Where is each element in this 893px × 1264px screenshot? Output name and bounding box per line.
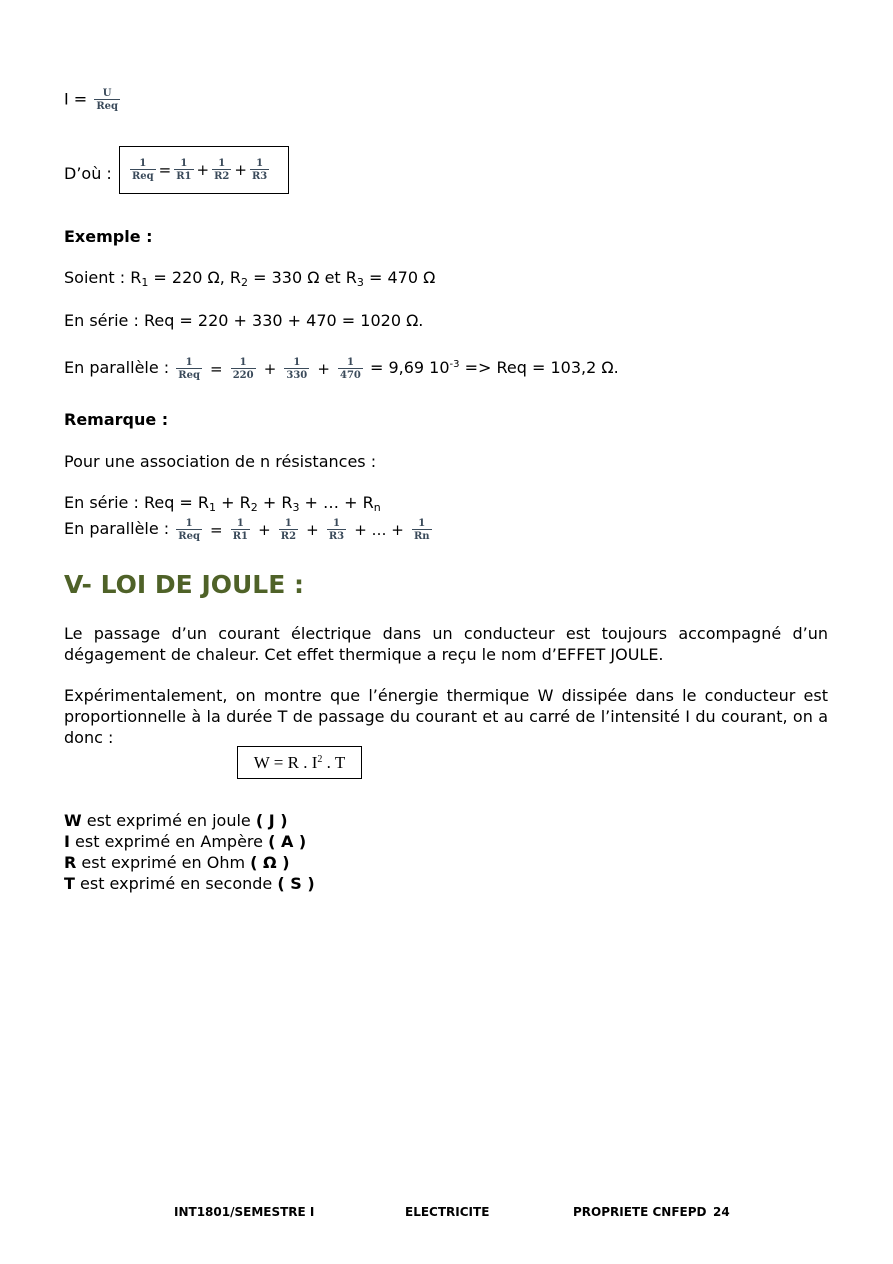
unit-text: est exprimé en seconde [74,874,278,893]
fraction-numerator: 1 [236,517,244,529]
unit-text: est exprimé en joule [81,811,256,830]
text-segment: => Req = 103,2 Ω. [459,358,619,377]
fraction-u-over-req [94,88,120,112]
fraction-numerator: 1 [185,356,193,368]
ellipsis: + … + [354,520,404,539]
subscript: 2 [241,276,249,289]
fraction-denominator: 220 [232,369,254,381]
fraction-denominator: Req [96,101,118,112]
fraction-r2 [212,158,231,182]
fraction-denominator: R2 [280,530,297,542]
fraction-denominator: R1 [176,171,192,182]
subscript: 1 [141,276,149,289]
fraction-lhs [130,158,156,182]
unit-symbol: W [64,811,82,830]
fraction-r2 [279,518,298,542]
fraction-denominator: R3 [328,530,345,542]
text-segment: En parallèle : [64,519,170,538]
units-list [64,810,315,894]
fraction-lhs [176,518,202,542]
example-heading: Exemple : [64,227,153,246]
unit-text: est exprimé en Ohm [76,853,251,872]
text-segment: Soient : R [64,268,142,287]
unit-symbol: T [64,874,75,893]
fraction-denominator: Req [178,369,200,381]
unit-text: est exprimé en Ampère [69,832,269,851]
fraction-470 [338,357,363,381]
unit-value: ( Ω ) [250,853,290,872]
fraction-rn [412,518,432,542]
plus-sign: + [196,161,210,179]
text-segment: W = R . I [253,752,318,772]
footer-page-number: 24 [713,1205,730,1219]
text-segment: = 470 Ω [363,268,436,287]
text-segment: . T [322,752,346,772]
text-segment: = 9,69 10 [369,358,450,377]
fraction-denominator: 330 [286,369,308,381]
plus-sign: + [306,520,319,539]
plus-sign: + [317,359,330,378]
parallel-general [64,510,434,549]
joule-law-formula [237,746,362,779]
fraction-numerator: 1 [293,356,301,368]
text-segment: + R [216,493,251,512]
serie-example: En série : Req = 220 + 330 + 470 = 1020 Ω. [64,311,424,330]
unit-item-i [64,831,315,852]
joule-intro-paragraph: Le passage d’un courant électrique dans un conducteur est toujours accompagné d’un dégagement de chaleur. Cet effet thermique a reçu le nom d’EFFET JOULE. [64,624,828,664]
unit-item-t [64,873,315,894]
formula-lhs: I = [64,89,88,109]
remark-heading: Remarque : [64,410,169,429]
fraction-numerator: 1 [284,517,292,529]
unit-symbol: R [64,853,77,872]
plus-sign: + [234,161,247,179]
boxed-parallel-formula [119,146,289,194]
fraction-denominator: R2 [214,171,230,182]
subscript: 1 [209,501,217,514]
text-segment: = 220 Ω, R [148,268,242,287]
fraction-lhs [176,357,202,381]
soient-line [64,268,435,293]
fraction-numerator: 1 [332,517,340,529]
fraction-denominator: 470 [340,369,361,381]
joule-formula-text [244,753,355,773]
unit-value: ( S ) [277,874,315,893]
footer-owner: PROPRIETE CNFEPD [573,1205,707,1219]
unit-symbol: I [64,832,70,851]
footer-subject: ELECTRICITE [405,1205,490,1219]
fraction-denominator: Req [132,171,154,182]
ohm-law-formula [64,88,122,112]
fraction-numerator: 1 [180,158,188,169]
fraction-numerator: 1 [139,158,147,169]
subscript: 3 [292,501,300,514]
fraction-numerator: U [102,88,112,99]
text-segment: + … + R [299,493,374,512]
fraction-denominator: Rn [413,530,430,542]
plus-sign: + [258,520,271,539]
unit-item-w [64,810,315,831]
plus-sign: + [263,359,277,378]
fraction-r1 [231,518,250,542]
fraction-numerator: 1 [418,517,426,529]
subscript: 3 [356,276,364,289]
text-segment: En parallèle : [64,358,170,377]
fraction-numerator: 1 [256,158,264,169]
section-title: V- LOI DE JOULE : [64,570,305,599]
footer-course: INT1801/SEMESTRE I [174,1205,315,1219]
fraction-denominator: R3 [251,171,268,182]
equals-sign: = [210,520,223,539]
equals-sign: = [210,359,223,378]
fraction-numerator: 1 [218,158,226,169]
fraction-r1 [174,158,193,182]
unit-item-r [64,852,315,873]
fraction-numerator: 1 [346,356,354,368]
unit-value: ( J ) [255,811,288,830]
fraction-220 [231,357,256,381]
unit-value: ( A ) [268,832,307,851]
remark-intro: Pour une association de n résistances : [64,452,377,471]
subscript: 2 [250,501,258,514]
fraction-numerator: 1 [185,517,193,529]
fraction-330 [284,357,309,381]
joule-experiment-paragraph: Expérimentalement, on montre que l’énergie thermique W dissipée dans le conducteur est proportionnelle à la durée T de passage du courant et au carré de l’intensité I du courant, on a donc : [64,686,828,747]
text-segment: = 330 Ω et R [248,268,357,287]
fraction-numerator: 1 [239,356,247,368]
equals-sign: = [158,161,172,179]
superscript: -3 [449,359,460,370]
fraction-r3 [250,158,269,182]
text-segment: + R [257,493,293,512]
fraction-r3 [327,518,346,542]
superscript: 2 [317,753,323,765]
fraction-denominator: Req [178,530,200,542]
text-segment: En série : Req = R [64,493,210,512]
dou-label: D’où : [64,164,112,183]
subscript: n [373,501,381,514]
parallel-example [64,346,619,388]
fraction-denominator: R1 [232,530,248,542]
